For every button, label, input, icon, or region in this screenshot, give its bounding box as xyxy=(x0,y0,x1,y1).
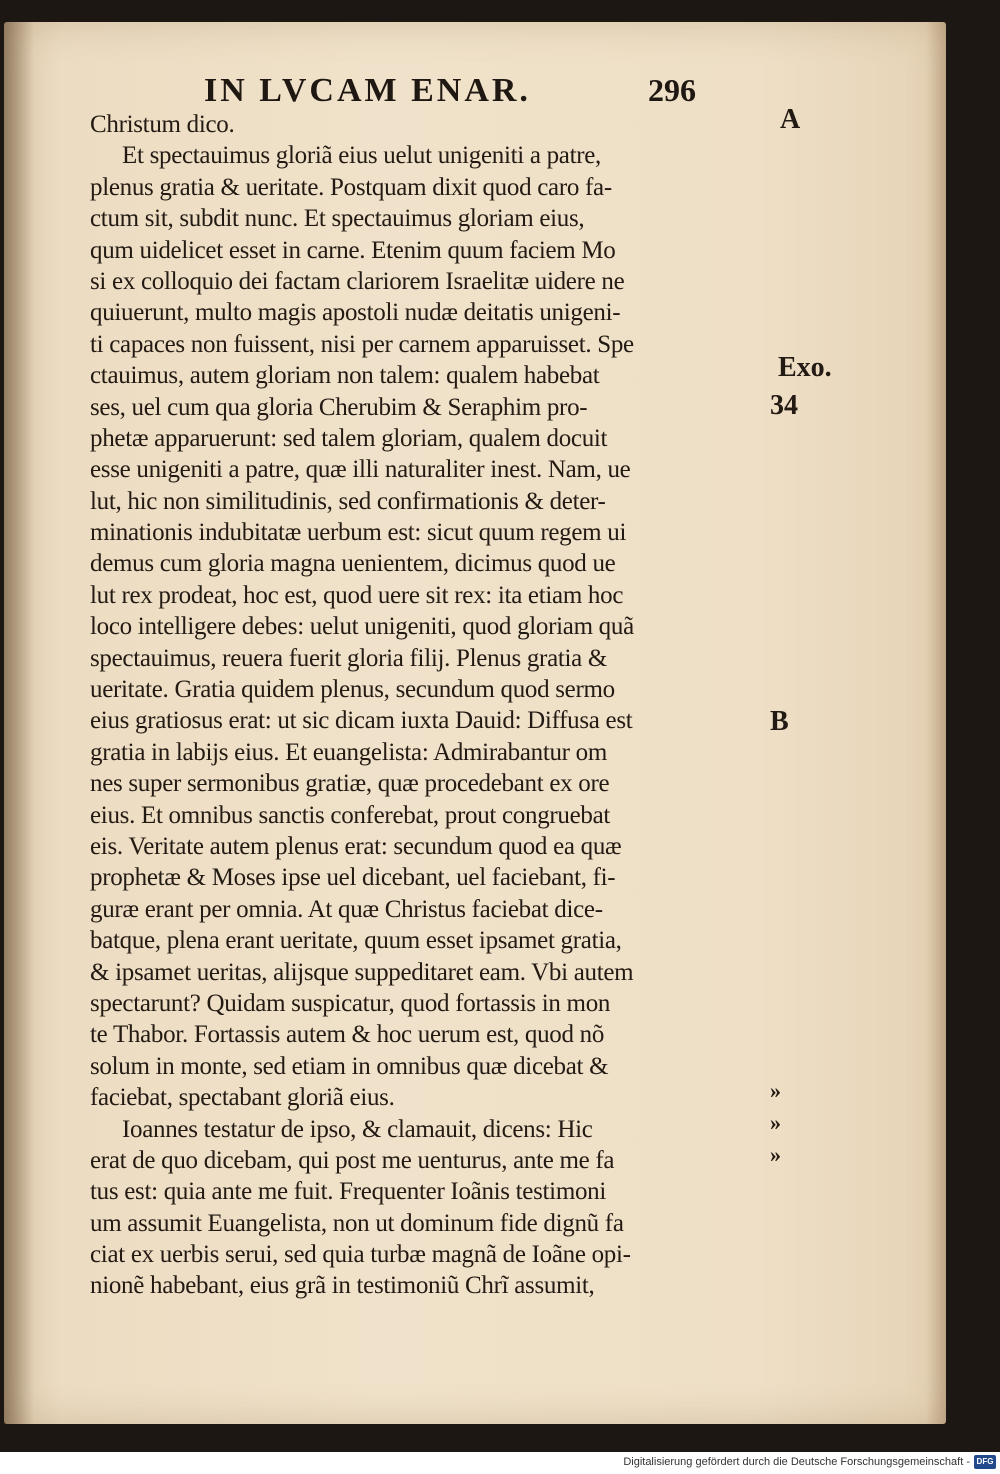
text-line: spectarunt? Quidam suspicatur, quod fortassis in mon xyxy=(90,989,611,1017)
margin-quote-mark: » xyxy=(770,1142,781,1167)
margin-reference-exo: Exo. xyxy=(778,352,832,383)
text-line: eius. Et omnibus sanctis conferebat, prout congruebat xyxy=(90,801,611,829)
funding-credit: Digitalisierung gefördert durch die Deutsche Forschungsgemeinschaft - xyxy=(623,1456,970,1468)
text-line: minationis indubitatæ uerbum est: sicut quum regem ui xyxy=(90,519,627,547)
text-line: demus cum gloria magna uenientem, dicimus quod ue xyxy=(90,550,616,578)
text-line: & ipsamet ueritas, alijsque suppeditaret eam. Vbi autem xyxy=(90,958,634,986)
margin-quote-mark: » xyxy=(770,1078,781,1103)
text-line: um assumit Euangelista, non ut dominum fide dignũ fa xyxy=(90,1209,624,1237)
text-line: erat de quo dicebam, qui post me uenturus, ante me fa xyxy=(90,1146,615,1174)
text-line: ueritate. Gratia quidem plenus, secundum quod sermo xyxy=(90,676,615,704)
margin-quote-mark: » xyxy=(770,1110,781,1135)
text-line: ses, uel cum qua gloria Cherubim & Seraphim pro- xyxy=(90,393,588,421)
text-line: nes super sermonibus gratiæ, quæ procedebant ex ore xyxy=(90,770,610,798)
text-line: eius gratiosus erat: ut sic dicam iuxta Dauid: Diffusa est xyxy=(90,707,633,735)
text-line: ctum sit, subdit nunc. Et spectauimus gloriam eius, xyxy=(90,205,585,233)
body-text xyxy=(90,109,770,1302)
running-head: IN LVCAM ENAR. xyxy=(204,72,531,109)
text-line: Ioannes testatur de ipso, & clamauit, dicens: Hic xyxy=(122,1115,593,1143)
text-line: esse unigeniti a patre, quæ illi naturaliter inest. Nam, ue xyxy=(90,456,631,484)
text-line: qum uidelicet esset in carne. Etenim quum faciem Mo xyxy=(90,236,616,264)
text-line: nionẽ habebant, eius grã in testimoniũ Chrĩ assumit, xyxy=(90,1272,595,1300)
footer-bar xyxy=(0,1452,1000,1474)
text-line: Christum dico. xyxy=(90,111,235,138)
text-line: ciat ex uerbis serui, sed quia turbæ magnã de Ioãne opi- xyxy=(90,1241,631,1269)
text-line: ctauimus, autem gloriam non talem: qualem habebat xyxy=(90,362,600,390)
text-line: loco intelligere debes: uelut unigeniti, quod gloriam quã xyxy=(90,613,634,641)
text-line: solum in monte, sed etiam in omnibus quæ dicebat & xyxy=(90,1052,609,1080)
text-line: ti capaces non fuissent, nisi per carnem apparuisset. Spe xyxy=(90,330,634,358)
margin-letter-a: A xyxy=(780,104,801,135)
text-line: te Thabor. Fortassis autem & hoc uerum est, quod nõ xyxy=(90,1021,605,1049)
page-number: 296 xyxy=(648,72,696,108)
text-line: prophetæ & Moses ipse uel dicebant, uel faciebant, fi- xyxy=(90,864,616,892)
text-line: plenus gratia & ueritate. Postquam dixit quod caro fa- xyxy=(90,173,612,201)
book-page xyxy=(4,22,946,1424)
text-line: guræ erant per omnia. At quæ Christus faciebat dice- xyxy=(90,895,603,923)
text-line: quiuerunt, multo magis apostoli nudæ deitatis unigeni- xyxy=(90,299,621,327)
text-line: tus est: quia ante me fuit. Frequenter Ioãnis testimoni xyxy=(90,1178,607,1206)
text-line: eis. Veritate autem plenus erat: secundum quod ea quæ xyxy=(90,832,622,860)
text-line: lut, hic non similitudinis, sed confirmationis & deter- xyxy=(90,487,606,515)
text-line: lut rex prodeat, hoc est, quod uere sit rex: ita etiam hoc xyxy=(90,581,624,609)
margin-letter-b: B xyxy=(770,706,789,737)
dfg-logo: DFG xyxy=(974,1455,996,1469)
text-line: faciebat, spectabant gloriã eius. xyxy=(90,1084,395,1112)
text-line: batque, plena erant ueritate, quum esset ipsamet gratia, xyxy=(90,927,622,955)
text-line: phetæ apparuerunt: sed talem gloriam, qualem docuit xyxy=(90,424,608,452)
text-line: si ex colloquio dei factam clariorem Israelitæ uidere ne xyxy=(90,267,625,295)
margin-reference-number: 34 xyxy=(770,390,798,421)
text-line: Et spectauimus gloriã eius uelut unigeniti a patre, xyxy=(122,142,602,170)
text-line: spectauimus, reuera fuerit gloria filij. Plenus gratia & xyxy=(90,644,608,672)
text-line: gratia in labijs eius. Et euangelista: Admirabantur om xyxy=(90,738,608,766)
